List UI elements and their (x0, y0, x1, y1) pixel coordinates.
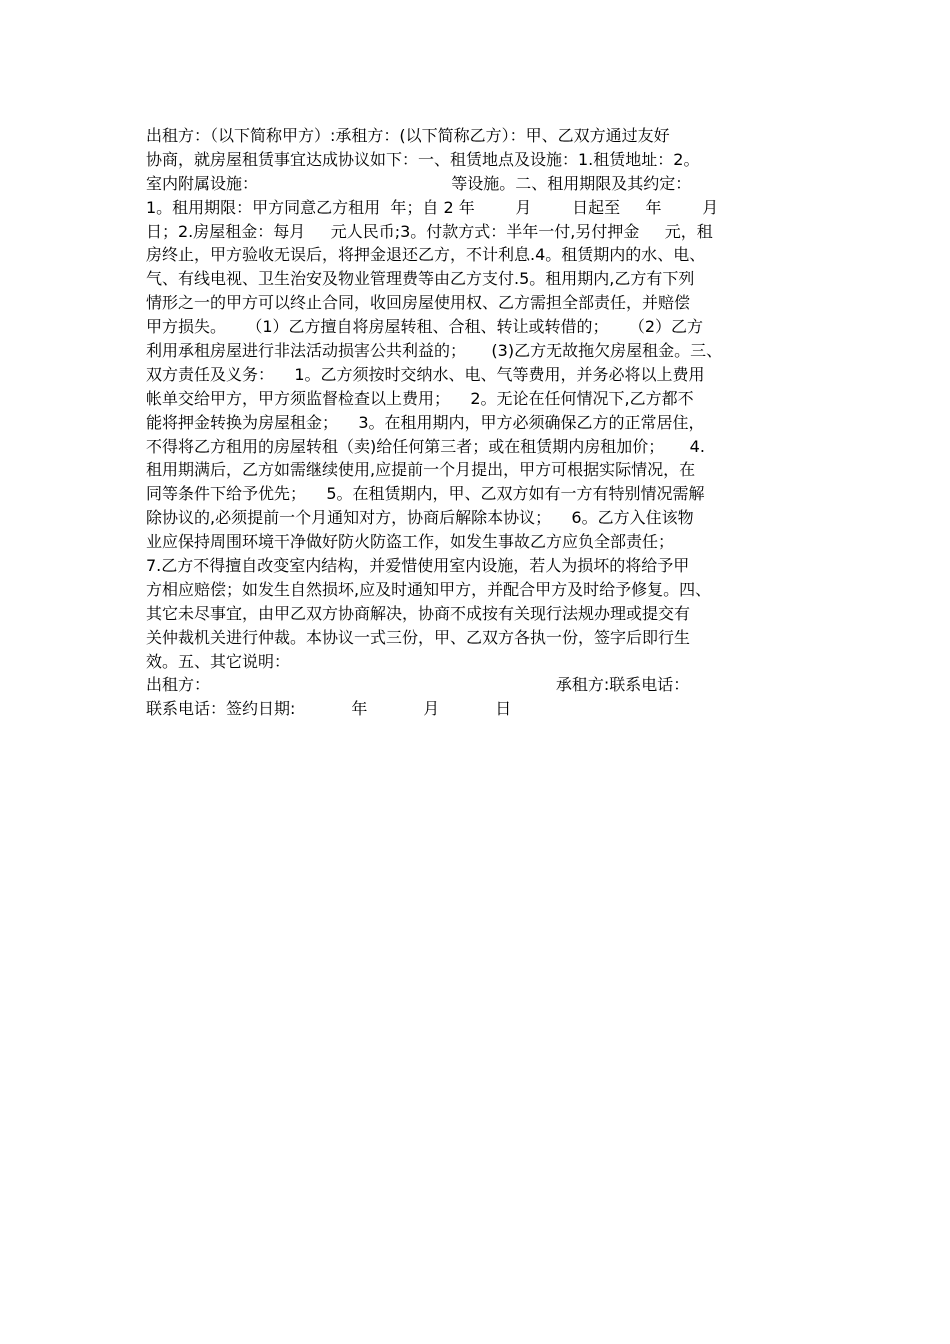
text-line: 室内附属设施： 等设施。二、租用期限及其约定： (146, 173, 692, 193)
text-line: 协商，就房屋租赁事宜达成协议如下：一、租赁地点及设施：1.租赁地址：2。 (146, 149, 700, 169)
text-line: 同等条件下给予优先； 5。在租赁期内，甲、乙双方如有一方有特别情况需解 (146, 484, 705, 504)
text-line: 不得将乙方租用的房屋转租（卖)给任何第三者；或在租赁期内房租加价； 4. (146, 436, 705, 456)
text-line: 效。五、其它说明： (146, 651, 291, 671)
text-line: 7.乙方不得擅自改变室内结构，并爱惜使用室内设施，若人为损坏的将给予甲 (146, 556, 690, 576)
text-line: 关仲裁机关进行仲裁。本协议一式三份，甲、乙双方各执一份，签字后即行生 (146, 627, 691, 647)
text-line: 情形之一的甲方可以终止合同，收回房屋使用权、乙方需担全部责任，并赔偿 (146, 293, 691, 313)
text-line: 1。租用期限：甲方同意乙方租用 年；自 2 年 月 日起至 年 月 (146, 197, 719, 217)
signature-line-date: 联系电话：签约日期: 年 月 日 (146, 699, 512, 719)
text-line: 业应保持周围环境干净做好防火防盗工作，如发生事故乙方应负全部责任； (146, 532, 675, 552)
text-line: 其它未尽事宜，由甲乙双方协商解决，协商不成按有关现行法规办理或提交有 (146, 603, 691, 623)
lease-agreement-text (146, 124, 816, 721)
text-line: 租用期满后，乙方如需继续使用,应提前一个月提出，甲方可根据实际情况，在 (146, 460, 696, 480)
text-line: 日；2.房屋租金：每月 元人民币;3。付款方式：半年一付,另付押金 元，租 (146, 221, 713, 241)
text-line: 双方责任及义务： 1。乙方须按时交纳水、电、气等费用，并务必将以上费用 (146, 364, 705, 384)
text-line: 房终止，甲方验收无误后，将押金退还乙方，不计利息.4。租赁期内的水、电、 (146, 245, 706, 265)
text-line: 方相应赔偿；如发生自然损坏,应及时通知甲方，并配合甲方及时给予修复。四、 (146, 579, 712, 599)
text-line: 能将押金转换为房屋租金； 3。在租用期内，甲方必须确保乙方的正常居住， (146, 412, 705, 432)
text-line: 气、有线电视、卫生治安及物业管理费等由乙方支付.5。租用期内,乙方有下列 (146, 269, 695, 289)
text-line: 除协议的,必须提前一个月通知对方，协商后解除本协议； 6。乙方入住该物 (146, 508, 694, 528)
text-line: 帐单交给甲方，甲方须监督检查以上费用； 2。无论在任何情况下,乙方都不 (146, 388, 694, 408)
signature-line-parties: 出租方： 承租方:联系电话： (146, 675, 690, 695)
text-line: 甲方损失。 （1）乙方擅自将房屋转租、合租、转让或转借的； （2）乙方 (146, 317, 704, 337)
text-line: 利用承租房屋进行非法活动损害公共利益的； (3)乙方无故拖欠房屋租金。三、 (146, 341, 723, 361)
text-line: 出租方：（以下简称甲方）:承租方：(以下简称乙方）：甲、乙双方通过友好 (146, 126, 670, 145)
